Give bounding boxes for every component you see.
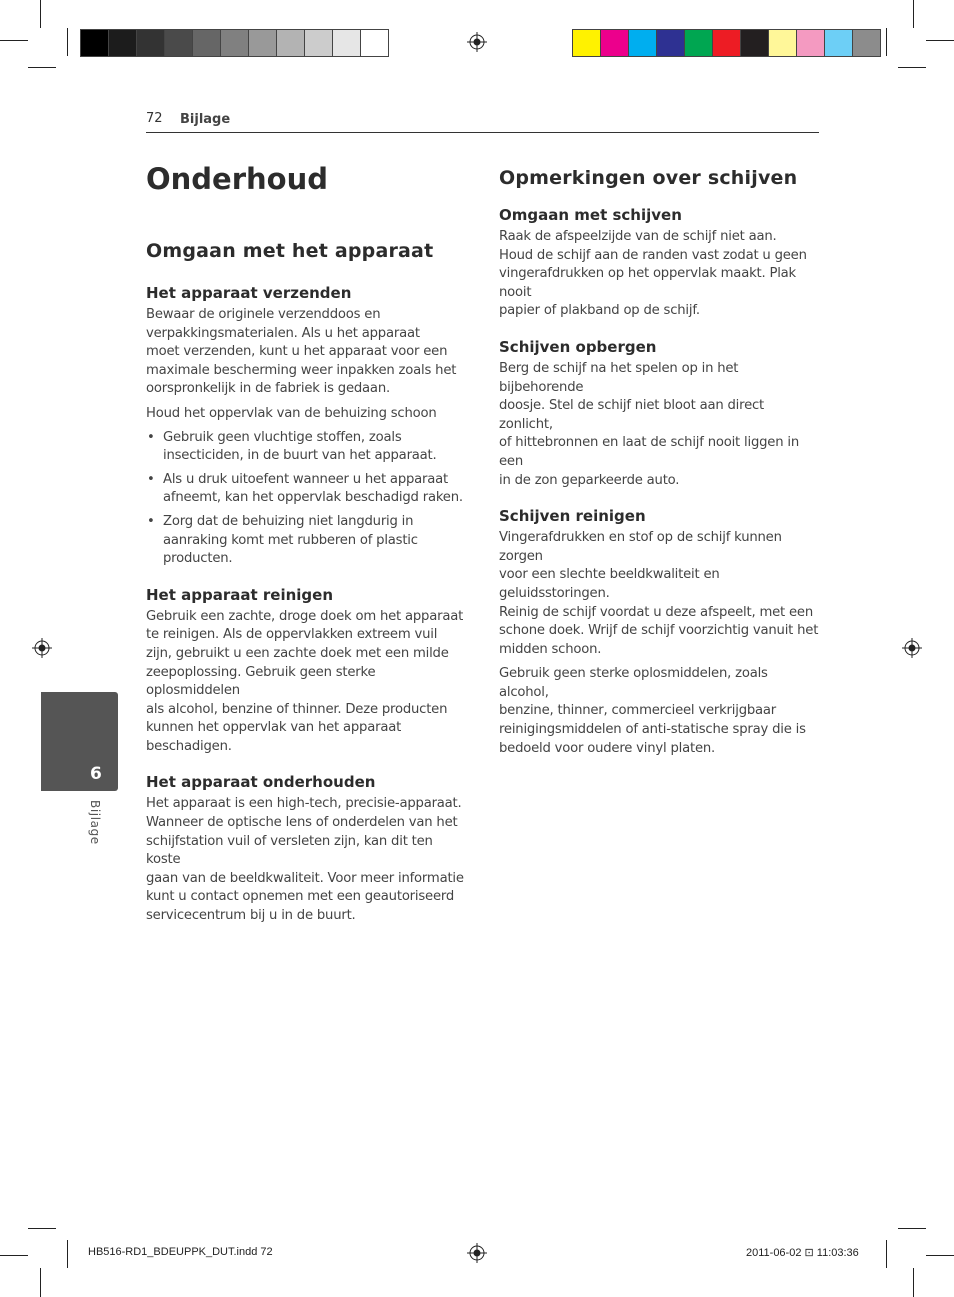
- text-line: kunnen het oppervlak van het apparaat: [146, 720, 402, 736]
- text-line: beschadigen.: [146, 738, 232, 754]
- registration-mark-icon: [467, 32, 487, 52]
- list-item: [146, 429, 466, 466]
- subsection-title: Het apparaat verzenden: [146, 284, 352, 302]
- paragraph: Houd het oppervlak van de behuizing schoon: [146, 405, 437, 421]
- bullet-list: [146, 429, 466, 569]
- text-line: aanraking komt met rubberen of plastic: [163, 532, 418, 548]
- text-line: in de zon geparkeerde auto.: [499, 472, 680, 488]
- right-column: [499, 167, 819, 758]
- crop-mark: [926, 40, 954, 41]
- color-swatch: [81, 30, 109, 56]
- color-swatch: [741, 30, 769, 56]
- paragraph: [146, 795, 466, 925]
- text-line: midden schoon.: [499, 641, 602, 657]
- paragraph: [499, 665, 819, 758]
- color-swatch: [769, 30, 797, 56]
- color-swatch: [825, 30, 853, 56]
- grayscale-calibration-bar: [80, 29, 389, 57]
- text-line: bedoeld voor oudere vinyl platen.: [499, 740, 716, 756]
- page-number: 72: [146, 111, 163, 126]
- subsection-title: Schijven opbergen: [499, 337, 657, 356]
- subsection-title: Schijven reinigen: [499, 507, 646, 526]
- registration-mark-icon: [32, 638, 52, 658]
- text-line: Zorg dat de behuizing niet langdurig in: [163, 513, 414, 529]
- text-line: producten.: [163, 551, 233, 567]
- crop-mark: [67, 28, 68, 56]
- footer-filename: HB516-RD1_BDEUPPK_DUT.indd 72: [88, 1246, 273, 1258]
- color-swatch: [361, 30, 388, 56]
- color-swatch: [797, 30, 825, 56]
- crop-mark: [0, 40, 28, 41]
- color-swatch: [713, 30, 741, 56]
- crop-mark: [898, 1228, 926, 1229]
- text-line: zeepoplossing. Gebruik geen sterke oplosmiddelen: [146, 664, 376, 699]
- crop-mark: [926, 1255, 954, 1256]
- crop-mark: [40, 0, 41, 28]
- color-swatch: [137, 30, 165, 56]
- text-line: servicecentrum bij u in de buurt.: [146, 908, 356, 924]
- text-line: reinigingsmiddelen of anti-statische spray die is: [499, 722, 806, 738]
- paragraph: [146, 306, 466, 399]
- text-line: Raak de afspeelzijde van de schijf niet aan.: [499, 229, 777, 244]
- registration-mark-icon: [902, 638, 922, 658]
- color-swatch: [629, 30, 657, 56]
- text-line: schijfstation vuil of versleten zijn, kan dit ten koste: [146, 833, 433, 868]
- color-swatch: [685, 30, 713, 56]
- text-line: Gebruik geen vluchtige stoffen, zoals: [163, 429, 402, 445]
- color-swatch: [853, 30, 880, 56]
- crop-mark: [913, 1268, 914, 1297]
- page-title: Onderhoud: [146, 162, 329, 196]
- text-line: Het apparaat is een high-tech, precisie-apparaat.: [146, 796, 462, 812]
- crop-mark: [886, 28, 887, 56]
- running-header-section: Bijlage: [180, 112, 231, 127]
- registration-mark-icon: [467, 1243, 487, 1263]
- paragraph: [146, 608, 466, 757]
- color-swatch: [221, 30, 249, 56]
- text-line: zijn, gebruikt u een zachte doek met een milde: [146, 645, 449, 661]
- text-line: papier of plakband op de schijf.: [499, 303, 700, 319]
- text-line: schone doek. Wrijf de schijf voorzichtig vanuit het: [499, 623, 819, 639]
- color-swatch: [601, 30, 629, 56]
- color-swatch: [277, 30, 305, 56]
- color-swatch: [333, 30, 361, 56]
- subsection-title: Het apparaat onderhouden: [146, 773, 376, 792]
- chapter-number: 6: [90, 764, 102, 784]
- text-line: Als u druk uitoefent wanneer u het apparaat: [163, 471, 448, 487]
- crop-mark: [28, 1228, 56, 1229]
- chapter-label: Bijlage: [88, 800, 102, 845]
- color-swatch: [193, 30, 221, 56]
- crop-mark: [886, 1240, 887, 1268]
- header-rule: [146, 132, 819, 133]
- text-line: Bewaar de originele verzenddoos en: [146, 307, 381, 322]
- crop-mark: [67, 1240, 68, 1268]
- color-swatch: [109, 30, 137, 56]
- left-column: [146, 240, 466, 926]
- text-line: Berg de schijf na het spelen op in het bijbehorende: [499, 360, 739, 395]
- color-swatch: [573, 30, 601, 56]
- crop-mark: [40, 1268, 41, 1297]
- chapter-tab: [41, 692, 118, 791]
- text-line: doosje. Stel de schijf niet bloot aan direct zonlicht,: [499, 398, 765, 432]
- text-line: maximale bescherming weer inpakken zoals het: [146, 362, 457, 378]
- text-line: gaan van de beeldkwaliteit. Voor meer informatie: [146, 870, 464, 886]
- text-line: als alcohol, benzine of thinner. Deze producten: [146, 701, 448, 717]
- text-line: verpakkingsmaterialen. Als u het apparaat: [146, 325, 420, 341]
- text-line: insecticiden, in de buurt van het apparaat.: [163, 448, 437, 464]
- subsection-title: Omgaan met schijven: [499, 206, 682, 224]
- text-line: Reinig de schijf voordat u deze afspeelt, met een: [499, 604, 813, 620]
- text-line: Gebruik geen sterke oplosmiddelen, zoals alcohol,: [499, 666, 768, 700]
- paragraph: [499, 529, 819, 659]
- color-swatch: [165, 30, 193, 56]
- crop-mark: [0, 1255, 28, 1256]
- color-swatch: [657, 30, 685, 56]
- list-item: [146, 471, 466, 508]
- paragraph: [499, 360, 819, 490]
- text-line: moet verzenden, kunt u het apparaat voor een: [146, 344, 448, 360]
- text-line: afneemt, kan het oppervlak beschadigd raken.: [163, 490, 463, 506]
- subsection-title: Het apparaat reinigen: [146, 585, 333, 604]
- text-line: vingerafdrukken op het oppervlak maakt. Plak nooit: [499, 266, 796, 300]
- text-line: voor een slechte beeldkwaliteit en geluidsstoringen.: [499, 567, 720, 601]
- list-item: [146, 513, 466, 569]
- section-heading: Omgaan met het apparaat: [146, 240, 434, 262]
- text-line: Wanneer de optische lens of onderdelen van het: [146, 815, 458, 831]
- color-swatch: [305, 30, 333, 56]
- color-calibration-bar: [572, 29, 881, 57]
- text-line: kunt u contact opnemen met een geautoriseerd: [146, 889, 455, 905]
- text-line: Vingerafdrukken en stof op de schijf kunnen zorgen: [499, 530, 782, 564]
- text-line: Houd de schijf aan de randen vast zodat u geen: [499, 247, 807, 263]
- crop-mark: [28, 67, 56, 68]
- crop-mark: [913, 0, 914, 28]
- section-heading: Opmerkingen over schijven: [499, 167, 798, 189]
- chapter-label-container: [80, 800, 120, 860]
- color-swatch: [249, 30, 277, 56]
- text-line: oorspronkelijk in de fabriek is gedaan.: [146, 381, 390, 397]
- text-line: benzine, thinner, commercieel verkrijgbaar: [499, 703, 777, 719]
- paragraph: [499, 228, 819, 321]
- text-line: te reinigen. Als de oppervlakken extreem vuil: [146, 627, 438, 643]
- crop-mark: [898, 67, 926, 68]
- text-line: of hittebronnen en laat de schijf nooit liggen in een: [499, 435, 799, 469]
- text-line: Gebruik een zachte, droge doek om het apparaat: [146, 608, 464, 624]
- footer-timestamp: 2011-06-02 ⊡ 11:03:36: [746, 1247, 859, 1259]
